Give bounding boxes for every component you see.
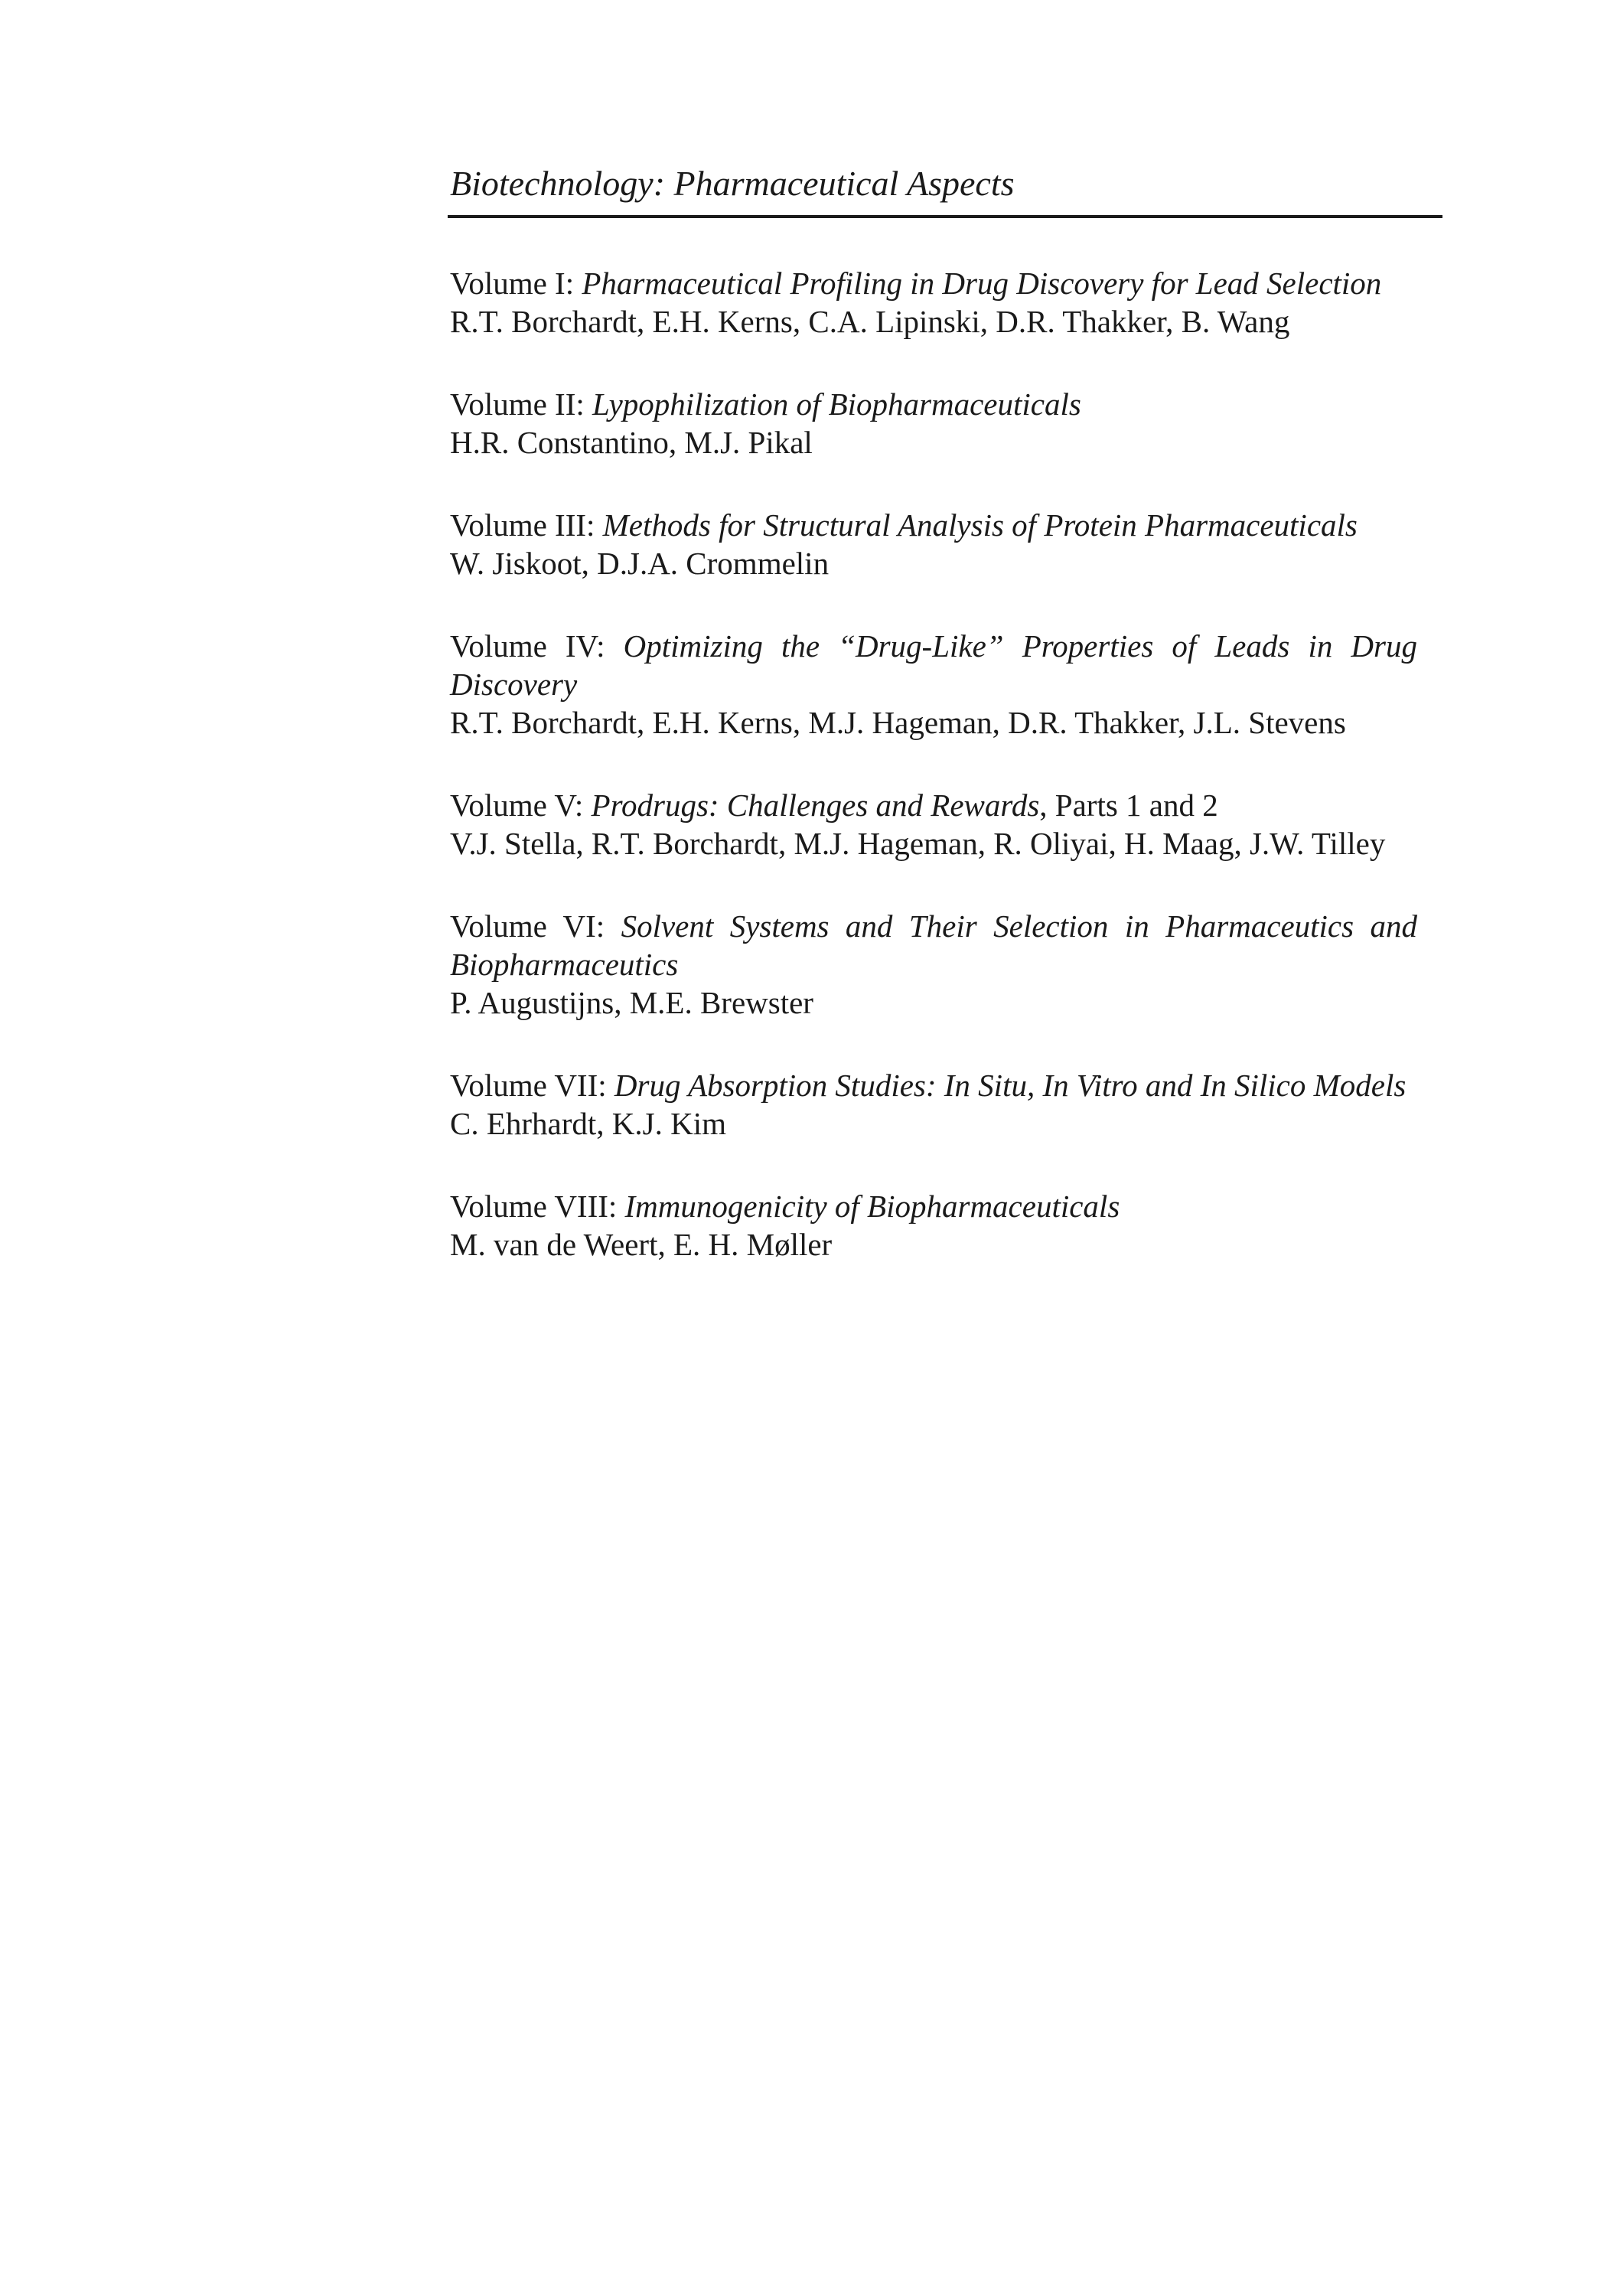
volume-label: Volume I:	[450, 266, 575, 301]
volume-entry	[450, 506, 1417, 582]
volume-label: Volume VI:	[450, 908, 605, 944]
volume-heading	[450, 627, 1417, 703]
volume-label: Volume V:	[450, 788, 584, 823]
volume-entry	[450, 1066, 1417, 1143]
volume-heading	[450, 907, 1417, 983]
series-header	[448, 157, 1442, 218]
volume-label: Volume IV:	[450, 628, 605, 664]
volume-list	[450, 264, 1417, 1308]
volume-authors: R.T. Borchardt, E.H. Kerns, C.A. Lipinski, D.R. Thakker, B. Wang	[450, 304, 1290, 339]
volume-heading	[450, 385, 1417, 423]
volume-title: Prodrugs: Challenges and Rewards	[591, 788, 1040, 823]
volume-entry	[450, 907, 1417, 1022]
volume-heading	[450, 786, 1417, 824]
volume-title-suffix: , Parts 1 and 2	[1039, 788, 1218, 823]
volume-entry	[450, 786, 1417, 863]
volume-authors: M. van de Weert, E. H. Møller	[450, 1227, 833, 1262]
volume-authors: R.T. Borchardt, E.H. Kerns, M.J. Hageman, D.R. Thakker, J.L. Stevens	[450, 705, 1346, 740]
volume-title: Immunogenicity of Biopharmaceuticals	[624, 1189, 1120, 1224]
volume-entry	[450, 385, 1417, 461]
volume-title: Solvent Systems and Their Selection in Pharmaceutics and Biopharmaceutics	[450, 908, 1418, 982]
volume-authors: C. Ehrhardt, K.J. Kim	[450, 1106, 726, 1141]
volume-authors: H.R. Constantino, M.J. Pikal	[450, 425, 813, 460]
volume-authors: V.J. Stella, R.T. Borchardt, M.J. Hageman, R. Oliyai, H. Maag, J.W. Tilley	[450, 826, 1386, 861]
volume-title: Drug Absorption Studies: In Situ, In Vitro and In Silico Models	[614, 1068, 1407, 1103]
volume-entry	[450, 627, 1417, 742]
volume-title: Optimizing the “Drug-Like” Properties of Leads in Drug Discovery	[450, 628, 1418, 702]
volume-heading	[450, 264, 1417, 302]
volume-authors: P. Augustijns, M.E. Brewster	[450, 985, 813, 1020]
volume-heading	[450, 506, 1417, 544]
volume-label: Volume III:	[450, 507, 595, 543]
volume-title: Methods for Structural Analysis of Protein Pharmaceuticals	[602, 507, 1358, 543]
volume-heading	[450, 1066, 1417, 1104]
volume-entry	[450, 1187, 1417, 1264]
volume-title: Pharmaceutical Profiling in Drug Discovery for Lead Selection	[582, 266, 1382, 301]
volume-authors: W. Jiskoot, D.J.A. Crommelin	[450, 546, 830, 581]
series-title: Biotechnology: Pharmaceutical Aspects	[450, 164, 1015, 203]
volume-label: Volume VII:	[450, 1068, 607, 1103]
volume-heading	[450, 1187, 1417, 1225]
volume-title: Lypophilization of Biopharmaceuticals	[592, 386, 1081, 422]
volume-label: Volume II:	[450, 386, 585, 422]
volume-label: Volume VIII:	[450, 1189, 618, 1224]
volume-entry	[450, 264, 1417, 341]
